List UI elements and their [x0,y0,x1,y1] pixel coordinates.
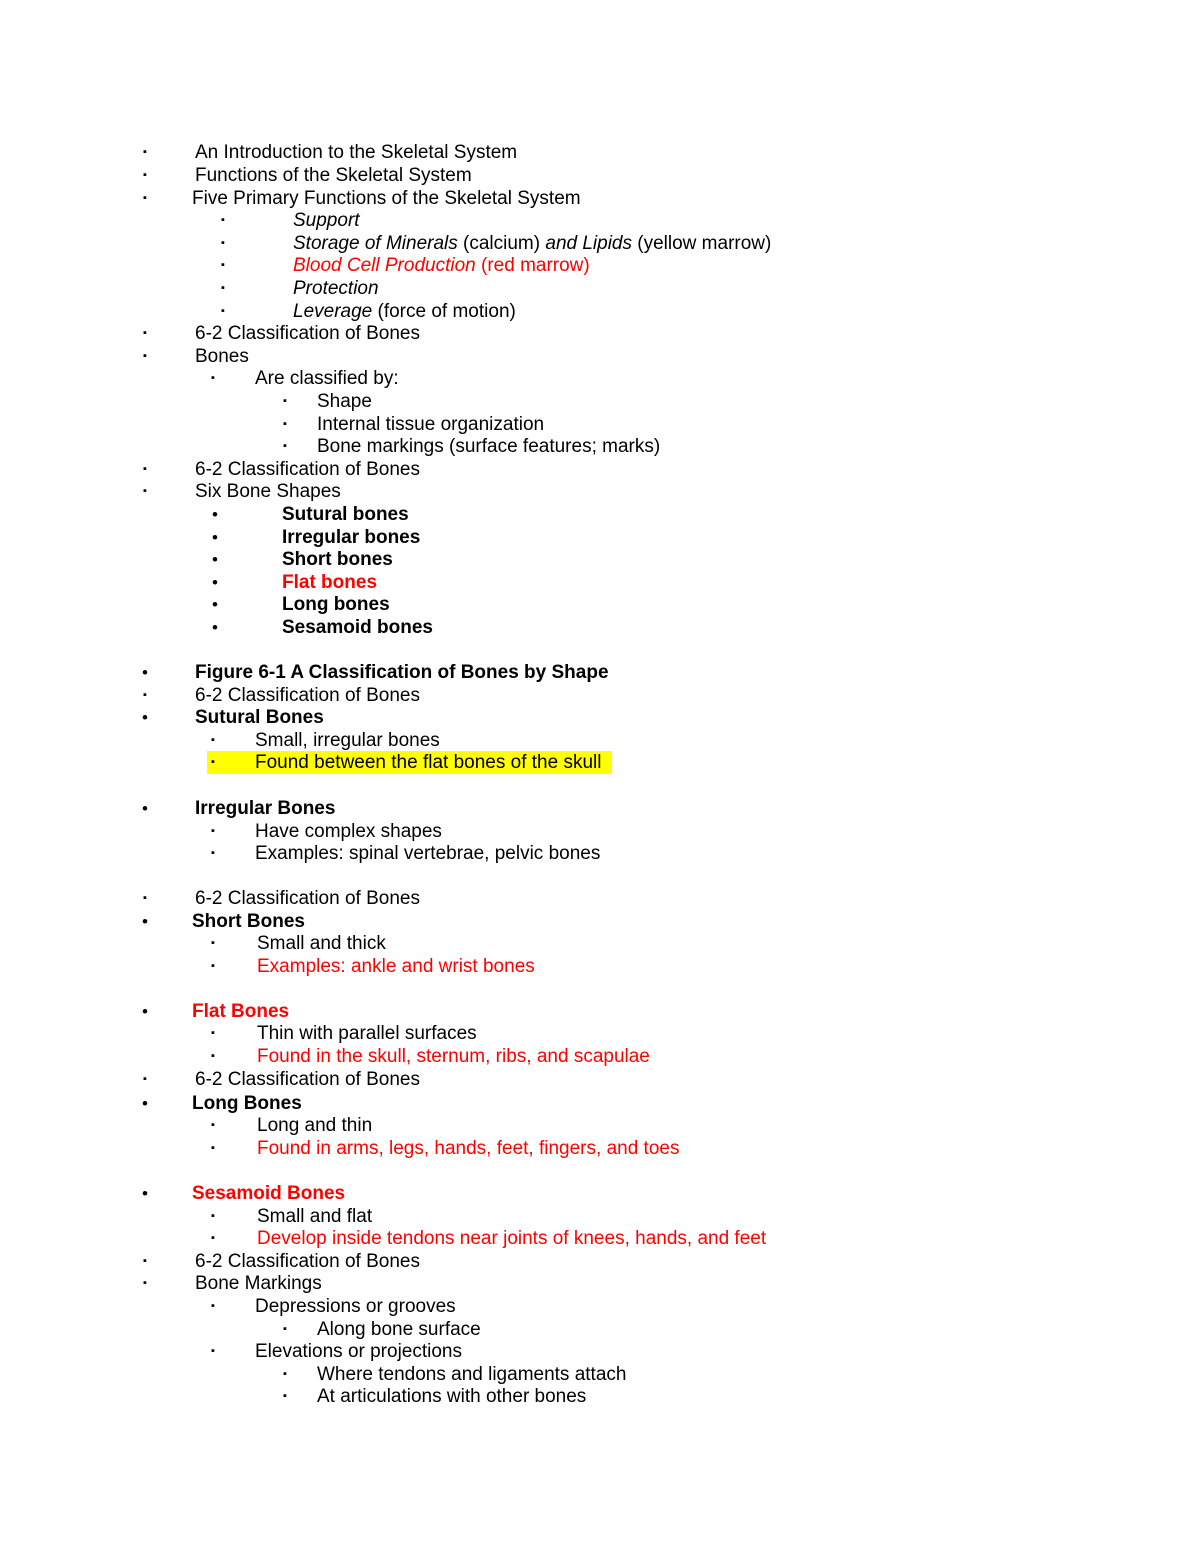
item-text: Long and thin [257,1115,373,1136]
bullet-icon: ▪ [211,825,215,837]
bullet-icon: ▪ [283,418,287,430]
bullet-icon: ▪ [283,395,287,407]
item-text: Short bones [282,549,393,570]
outline-subitem [0,932,1200,955]
item-text: Found between the flat bones of the skull [255,752,602,773]
bullet-icon: ▪ [143,192,147,204]
detail-text: (force of motion) [372,301,516,322]
item-text: 6-2 Classification of Bones [195,323,420,344]
outline-subitem [0,616,1200,639]
outline-subitem [0,1114,1200,1137]
outline-subitem [0,1205,1200,1228]
outline-subitem [0,254,1200,277]
outline-subsubitem [0,1363,1200,1386]
outline-subitem [0,277,1200,300]
section-heading: Long Bones [192,1093,302,1114]
bullet-icon: • [212,528,218,547]
item-text: Long bones [282,594,390,615]
item-text: Depressions or grooves [255,1296,456,1317]
outline-subitem [0,503,1200,526]
item-text: 6-2 Classification of Bones [195,888,420,909]
item-text: Examples: ankle and wrist bones [257,956,535,977]
bullet-icon: ▪ [211,1345,215,1357]
bullet-icon: • [142,1002,148,1021]
outline-item [0,1000,1200,1023]
outline-subsubitem [0,413,1200,436]
outline-item [0,1068,1200,1091]
bullet-icon: ▪ [143,485,147,497]
bullet-icon: ▪ [283,1390,287,1402]
item-text: Have complex shapes [255,821,442,842]
term-text: Blood Cell Production [293,255,476,276]
outline-item [0,910,1200,933]
outline-subitem [0,729,1200,752]
item-text: At articulations with other bones [317,1386,587,1407]
bullet-icon: • [212,595,218,614]
bullet-icon: ▪ [283,1323,287,1335]
outline-item [0,1250,1200,1273]
section-heading: Sutural Bones [195,707,324,728]
outline-subsubitem [0,1318,1200,1341]
bullet-icon: ▪ [211,1050,215,1062]
outline-item [0,480,1200,503]
bullet-icon: ▪ [221,305,225,317]
bullet-icon: ▪ [211,734,215,746]
bullet-icon: • [212,573,218,592]
outline-subitem [0,1295,1200,1318]
bullet-icon: ▪ [211,1232,215,1244]
bullet-icon: ▪ [221,282,225,294]
bullet-icon: ▪ [221,214,225,226]
outline-subsubitem [0,1385,1200,1408]
outline-subitem [0,1227,1200,1250]
bullet-icon: • [212,618,218,637]
outline-subitem [0,571,1200,594]
detail-text: (red marrow) [475,255,590,276]
outline-item [0,797,1200,820]
outline-subitem [0,548,1200,571]
bullet-icon: ▪ [283,1368,287,1380]
bullet-icon: • [142,708,148,727]
outline-item [0,887,1200,910]
term-text: Leverage [293,301,373,322]
bullet-icon: ▪ [211,1142,215,1154]
bullet-icon: ▪ [211,960,215,972]
outline-subitem [0,1022,1200,1045]
outline-subitem [0,1137,1200,1160]
item-text: Develop inside tendons near joints of knees, hands, and feet [257,1228,767,1249]
item-text: Found in the skull, sternum, ribs, and scapulae [257,1046,650,1067]
item-text [293,254,590,277]
outline-subitem [0,820,1200,843]
bullet-icon: ▪ [211,1210,215,1222]
item-text: 6-2 Classification of Bones [195,685,420,706]
bullet-icon: ▪ [221,237,225,249]
item-text: Protection [293,278,379,299]
section-heading: Flat Bones [192,1001,290,1022]
outline-item [0,458,1200,481]
item-text: An Introduction to the Skeletal System [195,142,518,163]
item-text: 6-2 Classification of Bones [195,459,420,480]
item-text: Along bone surface [317,1319,481,1340]
item-text: Elevations or projections [255,1341,462,1362]
bullet-icon: ▪ [143,1073,147,1085]
outline-item [0,345,1200,368]
item-text: 6-2 Classification of Bones [195,1069,420,1090]
item-text: Examples: spinal vertebrae, pelvic bones [255,843,601,864]
bullet-icon: • [142,912,148,931]
bullet-icon: ▪ [211,1027,215,1039]
item-text: Small and thick [257,933,386,954]
item-text: Found in arms, legs, hands, feet, fingers, and toes [257,1138,680,1159]
outline-subitem [0,367,1200,390]
outline-subitem [0,842,1200,865]
item-text: Five Primary Functions of the Skeletal System [192,188,581,209]
section-heading: Short Bones [192,911,305,932]
outline-item [0,322,1200,345]
bullet-icon: • [142,1184,148,1203]
outline-subitem [0,593,1200,616]
bullet-icon: ▪ [143,169,147,181]
bullet-icon: ▪ [211,372,215,384]
outline-subitem [0,1045,1200,1068]
term-text: Storage of Minerals [293,233,458,254]
outline-item [0,1272,1200,1295]
outline-subitem [0,232,1200,255]
outline-subitem [0,955,1200,978]
outline-item [0,187,1200,210]
bullet-icon: • [212,550,218,569]
bullet-icon: ▪ [211,1300,215,1312]
outline-item [0,684,1200,707]
outline-item [0,1092,1200,1115]
bullet-icon: ▪ [211,847,215,859]
item-text: Shape [317,391,372,412]
term-text: and Lipids [545,233,632,254]
bullet-icon: • [142,799,148,818]
item-text: Small, irregular bones [255,730,440,751]
outline-subitem [0,1340,1200,1363]
item-text: Bone markings (surface features; marks) [317,436,661,457]
item-text: Small and flat [257,1206,373,1227]
bullet-icon: • [142,1094,148,1113]
outline-item [0,1182,1200,1205]
bullet-icon: ▪ [143,463,147,475]
item-text: Sesamoid bones [282,617,433,638]
item-text: Support [293,210,360,231]
section-heading: Irregular Bones [195,798,336,819]
outline-subitem [0,526,1200,549]
item-text: Irregular bones [282,527,421,548]
bullet-icon: ▪ [143,1277,147,1289]
item-text: Thin with parallel surfaces [257,1023,477,1044]
bullet-icon: ▪ [283,440,287,452]
bullet-icon: ▪ [143,892,147,904]
item-text: Where tendons and ligaments attach [317,1364,627,1385]
bullet-icon: ▪ [143,689,147,701]
bullet-icon: ▪ [211,937,215,949]
item-text: Functions of the Skeletal System [195,165,472,186]
item-text: Internal tissue organization [317,414,545,435]
bullet-icon: ▪ [143,327,147,339]
item-text: Bones [195,346,249,367]
outline-item [0,661,1200,684]
outline-subsubitem [0,390,1200,413]
item-text [293,232,771,255]
outline-subitem-highlighted [0,751,1200,774]
item-text: 6-2 Classification of Bones [195,1251,420,1272]
item-text: Six Bone Shapes [195,481,341,502]
item-text [293,300,516,323]
bullet-icon: ▪ [143,350,147,362]
detail-text: (yellow marrow) [632,233,772,254]
section-heading: Sesamoid Bones [192,1183,346,1204]
bullet-icon: ▪ [143,146,147,158]
outline-subsubitem [0,435,1200,458]
outline-item [0,164,1200,187]
outline-item [0,141,1200,164]
item-text: Sutural bones [282,504,409,525]
bullet-icon: • [142,663,148,682]
item-text: Are classified by: [255,368,399,389]
detail-text: (calcium) [457,233,546,254]
bullet-icon: ▪ [143,1255,147,1267]
figure-caption: Figure 6-1 A Classification of Bones by Shape [195,662,609,683]
outline-subitem [0,209,1200,232]
bullet-icon: ▪ [211,756,215,768]
outline-subitem [0,300,1200,323]
item-text: Bone Markings [195,1273,322,1294]
item-text: Flat bones [282,572,378,593]
bullet-icon: • [212,505,218,524]
outline-item [0,706,1200,729]
bullet-icon: ▪ [211,1119,215,1131]
bullet-icon: ▪ [221,259,225,271]
